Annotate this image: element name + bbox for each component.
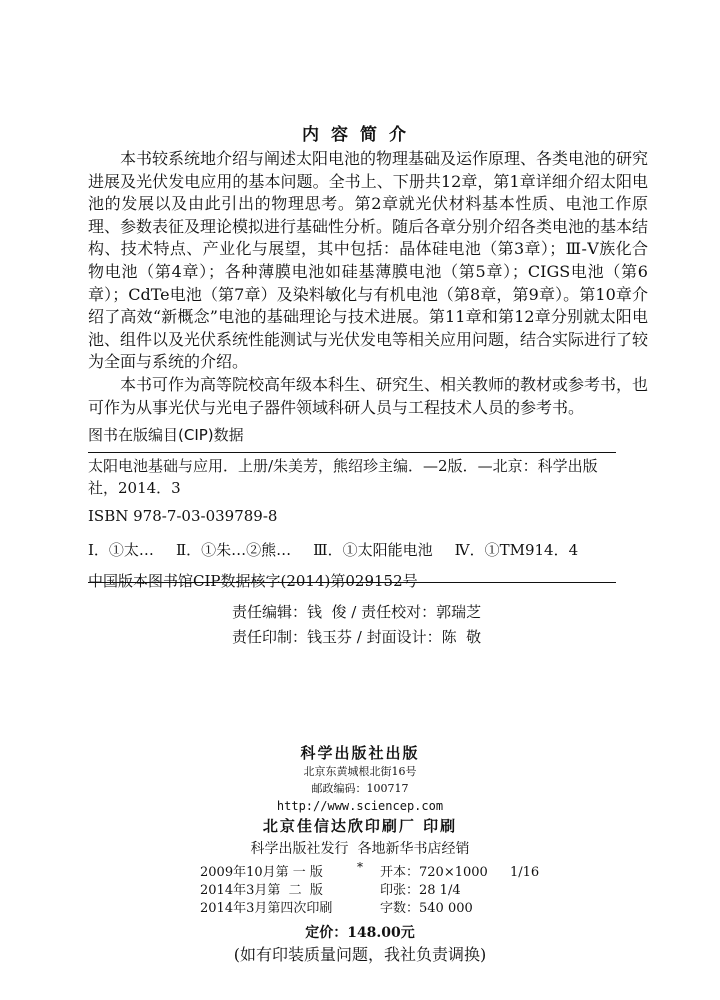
publisher-line: 科学出版社出版 — [300, 744, 420, 762]
summary-title: 内容简介 — [302, 125, 418, 145]
summary-text — [88, 148, 648, 419]
cip-record — [88, 455, 628, 592]
separator-asterisk: * — [357, 860, 363, 874]
isbn: ISBN 978-7-03-039789-8 — [88, 507, 278, 525]
cip-classification — [88, 539, 628, 560]
price-label: 定价：148.00元 — [305, 925, 415, 941]
summary-paragraph: 本书可作为高等院校高年级本科生、研究生、相关教师的教材或参考书，也可作为从事光伏与光电子器件领域科研人员与工程技术人员的参考书。 — [88, 374, 649, 417]
printer-line: 北京佳信达欣印刷厂 印刷 — [262, 817, 458, 835]
edition-date: 2014年3月第 二 版 — [200, 883, 323, 898]
edition-date: 2014年3月第四次印刷 — [200, 901, 333, 916]
staff-credits — [232, 600, 481, 650]
edition-info — [200, 864, 550, 918]
cip-heading: 图书在版编目(CIP)数据 — [88, 424, 616, 453]
edition-spec: 字数：540 000 — [380, 901, 473, 916]
publisher-address: 北京东黄城根北街16号 — [303, 765, 417, 778]
cip-entry-continued: 社，2014．3 — [88, 479, 181, 497]
edition-row — [200, 864, 550, 882]
edition-format: 1/16 — [510, 865, 540, 880]
cip-entry: 太阳电池基础与应用．上册/朱美芳，熊绍珍主编．—2版．—北京：科学出版 — [88, 457, 598, 475]
postcode: 邮政编码：100717 — [311, 782, 409, 795]
staff-line: 责任编辑：钱 俊 / 责任校对：郭瑞芝 — [232, 603, 482, 621]
summary-paragraph: 本书较系统地介绍与阐述太阳电池的物理基础及运作原理、各类电池的研究进展及光伏发电应用的基本问题。全书上、下册共12章，第1章详细介绍太阳电池的发展以及由此引出的物理思考。第2章就光伏材料基本性质、电池工作原理、参数表征及理论模拟进行基础性分析。随后各章分别介绍各类电池的基本结构、技术特点、产业化与展望，其中包括：晶体硅电池（第3章）；Ⅲ-Ⅴ族化合物电池（第4章）；各种薄膜电池如硅基薄膜电池（第5章）；CIGS电池（第6章）；CdTe电池（第7章）及染料敏化与有机电池（第8章，第9章）。第10章介绍了高效“新概念”电池的基础理论与技术进展。第11章和第12章分别就太阳电池、组件以及光伏系统性能测试与光伏发电等相关应用问题，结合实际进行了较为全面与系统的介绍。 — [88, 149, 649, 372]
imprint-block — [0, 742, 720, 874]
classification-item: Ⅳ．①TM914．4 — [454, 541, 579, 559]
staff-line: 责任印制：钱玉芬 / 封面设计：陈 敬 — [232, 628, 482, 646]
cip-record-number: 中国版本图书馆CIP数据核字(2014)第029152号 — [88, 572, 418, 590]
cip-divider — [88, 582, 616, 583]
edition-spec: 开本：720×1000 — [380, 865, 488, 880]
publisher-url: http://www.sciencep.com — [276, 799, 444, 813]
edition-date: 2009年10月第 一 版 — [200, 865, 323, 880]
edition-spec: 印张：28 1/4 — [380, 883, 461, 898]
quality-note: (如有印装质量问题，我社负责调换) — [233, 945, 487, 964]
classification-item: Ⅲ．①太阳能电池 — [313, 541, 433, 559]
classification-item: Ⅰ．①太… — [88, 541, 154, 559]
edition-row — [200, 900, 550, 918]
edition-row — [200, 882, 550, 900]
distribution-line: 科学出版社发行 各地新华书店经销 — [250, 841, 470, 857]
classification-item: Ⅱ．①朱…②熊… — [175, 541, 292, 559]
